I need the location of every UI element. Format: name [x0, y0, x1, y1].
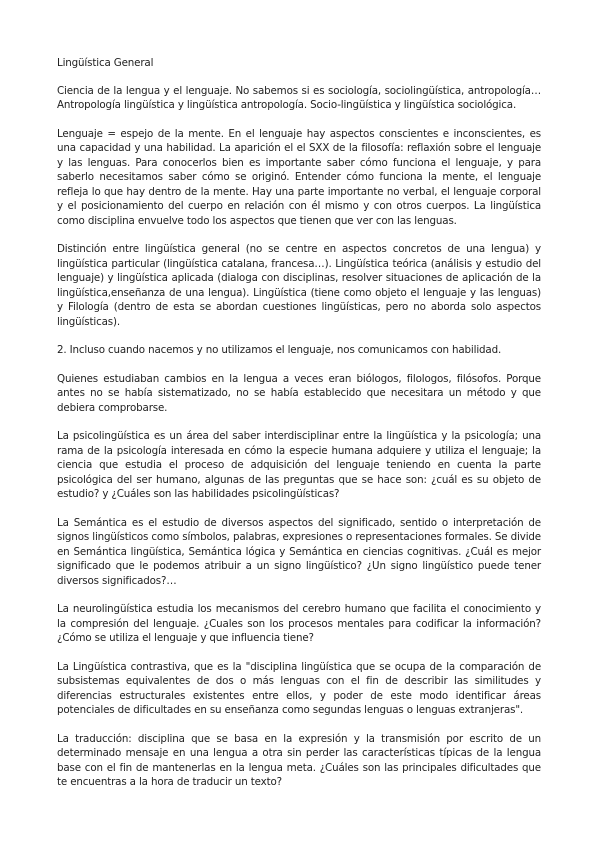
paragraph-semantica: La Semántica es el estudio de diversos aspectos del significado, sentido o interpretación de signos lingüísticos como símbolos, palabras, expresiones o representaciones formales. Se divide en Semántica lingüística, Semántica lógica y Semántica en ciencias cognitivas. ¿Cuál es mejor significado que le podemos atribuir a un signo lingüístico? ¿Un signo lingüístico puede tener diversos significados?…	[57, 516, 541, 587]
paragraph-distincion: Distinción entre lingüística general (no se centre en aspectos concretos de una lengua) y lingüística particular (lingüística catalana, francesa…). Lingüística teórica (análisis y estudio del lenguaje) y lingüística aplicada (dialoga con disciplinas, resolver situaciones de aplicación de la lingüística,enseñanza de una lengua). Lingüística (tiene como objeto el lenguaje y las lenguas) y Filología (dentro de esta se abordan cuestiones lingüísticas, pero no aborda solo aspectos lingüísticas).	[57, 243, 541, 328]
paragraph-contrastiva: La Lingüística contrastiva, que es la "disciplina lingüística que se ocupa de la comparación de subsistemas equivalentes de dos o más lenguas con el fin de describir las similitudes y diferencias estructurales existentes entre ellos, y poder de este modo identificar áreas potenciales de dificultades en su enseñanza como segundas lenguas o lenguas extranjeras".	[57, 660, 541, 716]
paragraph-neurolinguistica: La neurolingüística estudia los mecanismos del cerebro humano que facilita el conocimiento y la compresión del lenguaje. ¿Cuales son los procesos mentales para codificar la información? ¿Cómo se utiliza el lenguaje y que influencia tiene?	[57, 603, 541, 644]
document-body	[57, 56, 541, 804]
paragraph-definition: Ciencia de la lengua y el lenguaje. No sabemos si es sociología, sociolingüística, antropología… Antropología lingüística y lingüística antropología. Socio-lingüística y lingüística sociológica.	[57, 84, 541, 111]
paragraph-comunicacion: 2. Incluso cuando nacemos y no utilizamos el lenguaje, nos comunicamos con habilidad.	[57, 344, 502, 356]
paragraph-traduccion: La traducción: disciplina que se basa en la expresión y la transmisión por escrito de un determinado mensaje en una lengua a otra sin perder las características típicas de la lengua base con el fin de mantenerlas en la lengua meta. ¿Cuáles son las principales dificultades que te encuentras a la hora de traducir un texto?	[57, 732, 541, 788]
paragraph-historia: Quienes estudiaban cambios en la lengua a veces eran biólogos, filologos, filósofos. Porque antes no se había sistematizado, no se había establecido que necesitara un método y que debiera comprobarse.	[57, 372, 541, 414]
paragraph-lenguaje-mente: Lenguaje = espejo de la mente. En el lenguaje hay aspectos conscientes e inconscientes, es una capacidad y una habilidad. La aparición el el SXX de la filosofía: reflaxión sobre el lenguaje y las lenguas. Para conocerlos bien es importante saber cómo funciona el lenguaje, y para saberlo necesitamos saber cómo se originó. Entender cómo funciona la mente, el lenguaje refleja lo que hay dentro de la mente. Hay una parte importante no verbal, el lenguaje corporal y el posicionamiento del cuerpo en relación con él mismo y con otros cuerpos. La lingüística como disciplina envuelve todo los aspectos que tienen que ver con las lenguas.	[57, 127, 541, 227]
document-title: Lingüística General	[57, 57, 154, 69]
paragraph-psicolinguistica: La psicolingüística es un área del saber interdisciplinar entre la lingüística y la psicología; una rama de la psicología interesada en cómo la especie humana adquiere y utiliza el lenguaje; la ciencia que estudia el proceso de adquisición del lenguaje teniendo en cuenta la parte psicológica del ser humano, algunas de las preguntas que se hace son: ¿cuál es su objeto de estudio? y ¿Cuáles son las habilidades psicolingüísticas?	[57, 430, 541, 500]
